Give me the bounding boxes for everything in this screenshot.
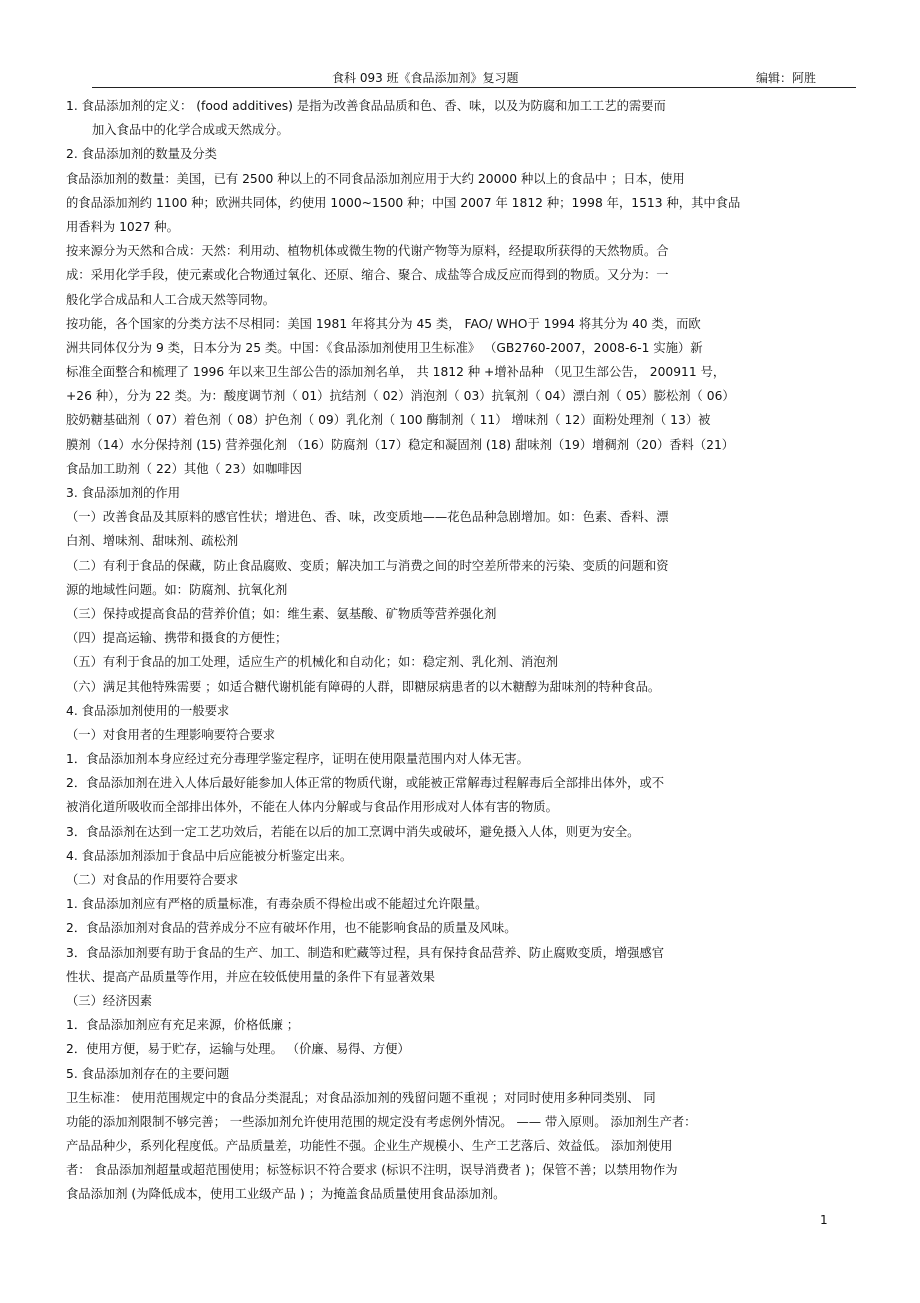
text-line: 加入食品中的化学合成或天然成分。 xyxy=(92,123,289,138)
text-line: （三）保持或提高食品的营养价值；如：维生素、氨基酸、矿物质等营养强化剂 xyxy=(66,606,497,621)
text-line: +26 种），分为 22 类。为：酸度调节剂（ 01）抗结剂（ 02）消泡剂（ 03）抗氧剂（ 04）漂白剂（ 05）膨松剂（ 06） xyxy=(66,389,735,404)
text-line: （一）对食用者的生理影响要符合要求 xyxy=(66,727,276,742)
text-line: 2．食品添加剂对食品的营养成分不应有破坏作用，也不能影响食品的质量及风味。 xyxy=(66,921,517,936)
text-line: 3．食品添加剂要有助于食品的生产、加工、制造和贮藏等过程，具有保持食品营养、防止腐败变质，增强感官 xyxy=(66,945,665,960)
text-line: 4. 食品添加剂添加于食品中后应能被分析鉴定出来。 xyxy=(66,848,353,863)
text-line: 般化学合成品和人工合成天然等同物。 xyxy=(66,292,276,307)
text-line: 膜剂（14）水分保持剂 (15) 营养强化剂 （16）防腐剂（17）稳定和凝固剂 (18) 甜味剂（19）增稠剂（20）香料（21） xyxy=(66,437,735,452)
text-line: 2．食品添加剂在进入人体后最好能参加人体正常的物质代谢，或能被正常解毒过程解毒后全部排出体外，或不 xyxy=(66,776,665,791)
text-line: （三）经济因素 xyxy=(66,993,153,1008)
text-line: 3．食品添剂在达到一定工艺功效后，若能在以后的加工烹调中消失或破坏，避免摄入人体，则更为安全。 xyxy=(66,824,640,839)
editor-label: 编辑：阿胜 xyxy=(755,71,816,85)
text-line: 用香料为 1027 种。 xyxy=(66,219,179,234)
text-line: （二）对食品的作用要符合要求 xyxy=(66,873,239,887)
text-line: 食品添加剂 (为降低成本，使用工业级产品 ) ；为掩盖食品质量使用食品添加剂。 xyxy=(66,1187,506,1202)
section-heading: 3. 食品添加剂的作用 xyxy=(66,486,181,500)
text-line: 的食品添加剂约 1100 种；欧洲共同体，约使用 1000~1500 种；中国 2007 年 1812 种；1998 年，1513 种，其中食品 xyxy=(66,195,741,210)
text-line: 源的地域性问题。如：防腐剂、抗氧化剂 xyxy=(66,582,288,597)
text-line: 1．食品添加剂本身应经过充分毒理学鉴定程序，证明在使用限量范围内对人体无害。 xyxy=(66,752,529,767)
text-line: 食品添加剂的数量：美国，已有 2500 种以上的不同食品添加剂应用于大约 20000 种以上的食品中 ；日本，使用 xyxy=(66,171,685,186)
text-line: 2．使用方便，易于贮存，运输与处理。 （价廉、易得、方便） xyxy=(66,1042,410,1057)
text-line: 洲共同体仅分为 9 类，日本分为 25 类。中国：《食品添加剂使用卫生标准》 （GB2760-2007，2008-6-1 实施）新 xyxy=(66,340,703,355)
text-line: 功能的添加剂限制不够完善； 一些添加剂允许使用范围的规定没有考虑例外情况。 —— 带入原则。 添加剂生产者： xyxy=(66,1114,697,1129)
section-heading: 2. 食品添加剂的数量及分类 xyxy=(66,147,217,162)
document-title: 食科 093 班《食品添加剂》复习题 xyxy=(332,71,519,85)
text-line: 按来源分为天然和合成：天然：利用动、植物机体或微生物的代谢产物等为原料，经提取所获得的天然物质。合 xyxy=(66,244,669,259)
text-line: 白剂、增味剂、甜味剂、疏松剂 xyxy=(66,534,239,549)
page-number: 1 xyxy=(820,1213,828,1227)
document-body xyxy=(66,94,856,1207)
text-line: 1．食品添加剂应有充足来源，价格低廉 ； xyxy=(66,1018,300,1033)
text-line: 胶奶糖基础剂（ 07）着色剂（ 08）护色剂（ 09）乳化剂（ 100 酶制剂（ 11） 增味剂（ 12）面粉处理剂（ 13）被 xyxy=(66,413,711,428)
text-line: 1. 食品添加剂应有严格的质量标准，有毒杂质不得检出或不能超过允许限量。 xyxy=(66,897,488,912)
section-heading: 1. 食品添加剂的定义： (food additives) 是指为改善食品品质和色、香、味，以及为防腐和加工工艺的需要而 xyxy=(66,99,666,113)
text-line: 卫生标准： 使用范围规定中的食品分类混乱；对食品添加剂的残留问题不重视 ；对同时使用多种同类别、 同 xyxy=(66,1090,656,1105)
section-heading: 5. 食品添加剂存在的主要问题 xyxy=(66,1066,230,1081)
section-heading: 4. 食品添加剂使用的一般要求 xyxy=(66,703,230,718)
text-line: 食品加工助剂（ 22）其他（ 23）如咖啡因 xyxy=(66,461,302,476)
text-line: 被消化道所吸收而全部排出体外，不能在人体内分解或与食品作用形成对人体有害的物质。 xyxy=(66,800,558,815)
text-line: （一）改善食品及其原料的感官性状；增进色、香、味，改变质地——花色品种急剧增加。如：色素、香料、漂 xyxy=(66,510,669,525)
text-line: 成：采用化学手段，使元素或化合物通过氧化、还原、缩合、聚合、成盐等合成反应而得到的物质。又分为：一 xyxy=(66,268,669,283)
text-line: 按功能，各个国家的分类方法不尽相同：美国 1981 年将其分为 45 类， FAO/ WHO于 1994 将其分为 40 类，而欧 xyxy=(66,316,701,331)
text-line: （四）提高运输、携带和摄食的方便性； xyxy=(66,631,288,646)
text-line: 标准全面整合和梳理了 1996 年以来卫生部公告的添加剂名单， 共 1812 种 +增补品种 （见卫生部公告， 200911 号， xyxy=(66,365,726,380)
text-line: （五）有利于食品的加工处理，适应生产的机械化和自动化；如：稳定剂、乳化剂、消泡剂 xyxy=(66,655,558,670)
text-line: （六）满足其他特殊需要 ；如适合糖代谢机能有障碍的人群，即糖尿病患者的以木糖醇为甜味剂的特种食品。 xyxy=(66,679,661,694)
text-line: （二）有利于食品的保藏，防止食品腐败、变质；解决加工与消费之间的时空差所带来的污染、变质的问题和资 xyxy=(66,558,669,573)
text-line: 性状、提高产品质量等作用，并应在较低使用量的条件下有显著效果 xyxy=(66,969,435,984)
page-header xyxy=(92,69,856,88)
text-line: 产品品种少，系列化程度低。产品质量差，功能性不强。企业生产规模小、生产工艺落后、效益低。 添加剂使用 xyxy=(66,1139,673,1154)
text-line: 者： 食品添加剂超量或超范围使用；标签标识不符合要求 (标识不注明，误导消费者 )；保管不善；以禁用物作为 xyxy=(66,1163,678,1178)
